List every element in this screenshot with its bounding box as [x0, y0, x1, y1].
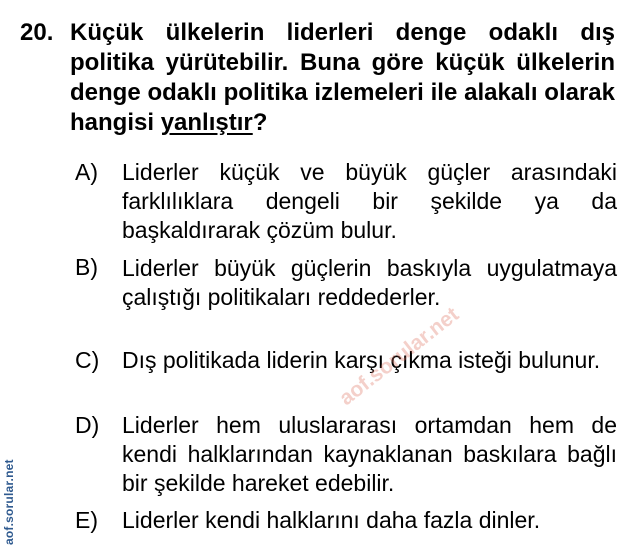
option-c-text: Dış politikada liderin karşı çıkma isteği bulunur. — [122, 347, 601, 373]
side-watermark: aof.sorular.net — [2, 459, 16, 545]
question-text-main: Küçük ülkelerin liderleri denge odaklı dış politika yürütebilir. Buna göre küçük ülkelerin denge odaklı politika izlemeleri ile alakalı olarak hangisi — [70, 19, 615, 136]
question-text — [70, 18, 615, 138]
option-b-letter: B) — [75, 254, 98, 280]
diagonal-watermark: aof.sorular.net — [335, 302, 464, 411]
option-a-text: Liderler küçük ve büyük güçler arasındaki farklılıklara dengeli bir şekilde ya da başkaldırarak çözüm bulur. — [122, 159, 617, 243]
option-b-text: Liderler büyük güçlerin baskıyla uygulatmaya çalıştığı politikaları reddederler. — [122, 255, 617, 310]
option-c-letter: C) — [75, 347, 100, 373]
question-mark: ? — [252, 109, 268, 136]
option-e-letter: E) — [75, 507, 98, 533]
option-e-text: Liderler kendi halklarını daha fazla dinler. — [122, 507, 541, 533]
option-a-letter: A) — [75, 159, 98, 185]
question-number: 20. — [20, 19, 54, 46]
option-d-letter: D) — [75, 412, 100, 438]
question-emphasis: yanlıştır — [160, 109, 253, 136]
option-d-text: Liderler hem uluslararası ortamdan hem de kendi halklarından kaynaklanan baskılara bağlı bir şekilde hareket edebilir. — [122, 412, 617, 496]
